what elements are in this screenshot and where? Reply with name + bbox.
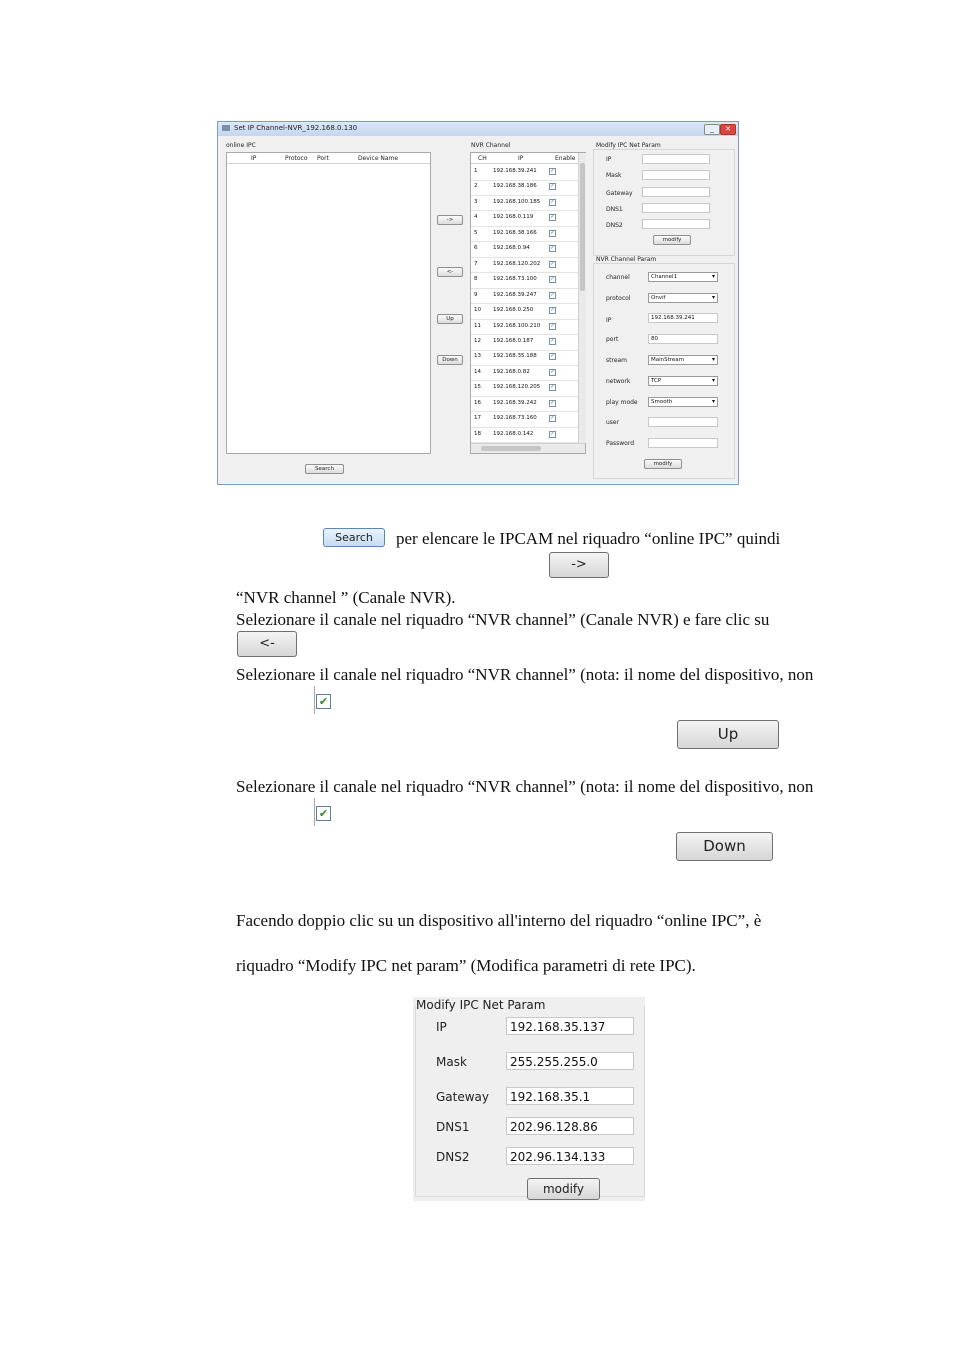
enable-checkbox[interactable]: ✓ <box>550 353 555 360</box>
table-row[interactable] <box>471 334 579 351</box>
param-ip-input[interactable]: 192.168.39.241 <box>648 313 718 323</box>
enable-checkbox[interactable]: ✓ <box>550 368 555 375</box>
panel-gateway-label: Gateway <box>436 1090 490 1104</box>
row-ip: 192.168.39.241 <box>493 168 537 174</box>
row-ch: 17 <box>474 415 481 422</box>
mod-ip-input[interactable] <box>642 154 710 164</box>
enable-checkbox[interactable]: ✓ <box>550 276 555 283</box>
row-ch: 7 <box>474 260 478 267</box>
modify-ipc-panel <box>413 997 645 1201</box>
enable-checkbox[interactable]: ✓ <box>550 198 555 205</box>
mod-dns1-label: DNS1 <box>606 206 623 213</box>
row-ip: 192.168.120.205 <box>493 384 541 391</box>
enable-checkbox[interactable]: ✓ <box>550 307 555 314</box>
doc-divider-2 <box>314 798 315 826</box>
network-select[interactable]: TCP ▾ <box>648 376 718 386</box>
channel-select[interactable]: Channel1 ▾ <box>648 272 718 282</box>
row-ip: 192.168.0.187 <box>493 337 534 344</box>
enable-checkbox[interactable]: ✓ <box>550 337 555 344</box>
panel-dns2-input[interactable]: 202.96.134.133 <box>506 1147 634 1165</box>
row-ch: 11 <box>474 322 481 329</box>
panel-mask-input[interactable]: 255.255.255.0 <box>506 1052 634 1070</box>
panel-ip-label: IP <box>436 1020 447 1034</box>
user-label: user <box>606 419 620 426</box>
enable-checkbox[interactable]: ✓ <box>550 260 555 267</box>
row-ch: 6 <box>474 245 478 252</box>
vertical-scrollbar[interactable] <box>578 153 586 443</box>
online-ipc-label: online IPC <box>226 142 256 149</box>
set-ip-channel-window <box>217 121 739 485</box>
row-ch: 8 <box>474 276 478 283</box>
protocol-label: protocol <box>606 295 631 302</box>
nvr-param-label: NVR Channel Param <box>596 256 657 263</box>
panel-dns1-input[interactable]: 202.96.128.86 <box>506 1117 634 1135</box>
enable-checkbox[interactable]: ✓ <box>550 245 555 252</box>
table-row[interactable] <box>471 195 579 212</box>
doc-divider-1 <box>314 686 315 714</box>
col-port[interactable]: Port <box>317 155 329 162</box>
minimize-icon[interactable]: _ <box>704 124 720 135</box>
doc-up-button[interactable]: Up <box>677 720 779 749</box>
mod-ipc-modify-button[interactable]: modify <box>653 235 691 245</box>
row-ch: 9 <box>474 291 478 298</box>
close-icon[interactable]: ✕ <box>720 124 736 135</box>
user-input[interactable] <box>648 417 718 427</box>
enable-checkbox[interactable]: ✓ <box>550 168 555 174</box>
doc-search-button[interactable]: Search <box>323 528 385 547</box>
table-row[interactable] <box>471 427 579 444</box>
modify-panel-title: Modify IPC Net Param <box>416 998 546 1012</box>
mod-mask-label: Mask <box>606 172 622 179</box>
param-ip-label: IP <box>606 317 612 324</box>
enable-checkbox[interactable]: ✓ <box>550 291 555 298</box>
stream-select[interactable]: MainStream ▾ <box>648 355 718 365</box>
row-ch: 1 <box>474 168 478 174</box>
row-ch: 13 <box>474 353 481 360</box>
table-row[interactable] <box>471 288 579 305</box>
row-ip: 192.168.39.242 <box>493 399 537 406</box>
doc-line-4: Selezionare il canale nel riquadro “NVR channel” (nota: il nome del dispositivo, non <box>236 665 814 684</box>
row-ch: 3 <box>474 198 478 205</box>
doc-arrow-left-button[interactable]: <- <box>237 631 297 657</box>
table-row[interactable] <box>471 226 579 243</box>
row-ip: 192.168.38.166 <box>493 229 537 236</box>
panel-mask-label: Mask <box>436 1055 467 1069</box>
nvr-channel-header <box>471 153 579 164</box>
doc-line-3: Selezionare il canale nel riquadro “NVR channel” (Canale NVR) e fare clic su <box>236 610 770 629</box>
protocol-select[interactable]: Onvif ▾ <box>648 293 718 303</box>
row-ip: 192.168.0.142 <box>493 430 534 437</box>
row-ch: 10 <box>474 307 481 314</box>
window-title: Set IP Channel-NVR_192.168.0.130 <box>234 124 358 132</box>
mod-dns1-input[interactable] <box>642 203 710 213</box>
panel-dns2-label: DNS2 <box>436 1150 470 1164</box>
row-ch: 4 <box>474 214 478 221</box>
enable-checkbox[interactable]: ✓ <box>550 183 555 190</box>
panel-ip-input[interactable]: 192.168.35.137 <box>506 1017 634 1035</box>
mod-dns2-label: DNS2 <box>606 222 623 229</box>
doc-line-2: “NVR channel ” (Canale NVR). <box>236 588 456 607</box>
down-button[interactable]: Down <box>437 355 463 365</box>
col-enable[interactable]: Enable <box>555 155 576 162</box>
col-protocol[interactable]: Protoco <box>285 155 308 162</box>
app-icon <box>222 125 230 131</box>
row-ip: 192.168.100.185 <box>493 198 541 205</box>
stream-label: stream <box>606 357 628 364</box>
nvr-channel-rows <box>471 164 579 442</box>
row-ch: 15 <box>474 384 481 391</box>
playmode-select[interactable]: Smooth ▾ <box>648 397 718 407</box>
row-ip: 192.168.0.119 <box>493 214 534 221</box>
row-ip: 192.168.120.202 <box>493 260 541 267</box>
table-row[interactable] <box>471 272 579 289</box>
table-row[interactable] <box>471 164 579 181</box>
doc-line-5: Selezionare il canale nel riquadro “NVR channel” (nota: il nome del dispositivo, non <box>236 777 814 796</box>
row-ip: 192.168.100.210 <box>493 322 541 329</box>
mod-gateway-label: Gateway <box>606 190 633 197</box>
doc-check-icon-1: ✔ <box>316 694 331 709</box>
modify-ipc-group <box>593 149 735 256</box>
row-ip: 192.168.73.160 <box>493 415 537 422</box>
move-right-button[interactable]: -> <box>437 215 463 225</box>
row-ch: 16 <box>474 399 481 406</box>
table-row[interactable] <box>471 241 579 258</box>
col-ch[interactable]: CH <box>478 155 487 162</box>
doc-line-7: riquadro “Modify IPC net param” (Modifica parametri di rete IPC). <box>236 956 696 975</box>
table-row[interactable] <box>471 179 579 196</box>
port-input[interactable]: 80 <box>648 334 718 344</box>
mod-ip-label: IP <box>606 156 612 163</box>
panel-gateway-input[interactable]: 192.168.35.1 <box>506 1087 634 1105</box>
enable-checkbox[interactable]: ✓ <box>550 214 555 221</box>
row-ch: 14 <box>474 368 481 375</box>
doc-down-button[interactable]: Down <box>676 832 773 861</box>
col-device-name[interactable]: Device Name <box>358 155 399 162</box>
enable-checkbox[interactable]: ✓ <box>550 430 555 437</box>
row-ch: 18 <box>474 430 481 437</box>
password-label: Password <box>606 440 635 447</box>
window-titlebar <box>218 122 738 136</box>
enable-checkbox[interactable]: ✓ <box>550 384 555 391</box>
move-left-button[interactable]: <- <box>437 267 463 277</box>
table-row[interactable] <box>471 396 579 413</box>
nvr-channel-label: NVR Channel <box>471 142 511 149</box>
panel-modify-button[interactable]: modify <box>527 1178 600 1200</box>
port-label: port <box>606 336 619 343</box>
playmode-label: play mode <box>606 399 638 406</box>
row-ip: 192.168.35.188 <box>493 353 537 360</box>
nvr-channel-list[interactable] <box>470 152 586 454</box>
modify-ipc-label: Modify IPC Net Param <box>596 142 661 149</box>
row-ch: 12 <box>474 337 481 344</box>
doc-arrow-right-button[interactable]: -> <box>549 552 609 578</box>
search-button[interactable]: Search <box>305 464 344 474</box>
table-row[interactable] <box>471 303 579 320</box>
doc-check-icon-2: ✔ <box>316 806 331 821</box>
enable-checkbox[interactable]: ✓ <box>550 229 555 236</box>
enable-checkbox[interactable]: ✓ <box>550 322 555 329</box>
doc-line-1: per elencare le IPCAM nel riquadro “online IPC” quindi <box>396 529 781 548</box>
hscrollbar-thumb[interactable] <box>481 446 541 451</box>
row-ch: 2 <box>474 183 478 190</box>
panel-dns1-label: DNS1 <box>436 1120 470 1134</box>
row-ip: 192.168.0.82 <box>493 368 530 375</box>
mod-gateway-input[interactable] <box>642 187 710 197</box>
horizontal-scrollbar[interactable] <box>471 443 585 453</box>
table-row[interactable] <box>471 380 579 397</box>
row-ip: 192.168.0.250 <box>493 307 534 314</box>
table-row[interactable] <box>471 365 579 382</box>
row-ip: 192.168.39.247 <box>493 291 537 298</box>
table-row[interactable] <box>471 411 579 428</box>
table-row[interactable] <box>471 349 579 366</box>
online-ipc-header <box>227 153 430 164</box>
row-ip: 192.168.38.186 <box>493 183 537 190</box>
up-button[interactable]: Up <box>437 314 463 324</box>
channel-label: channel <box>606 274 630 281</box>
network-label: network <box>606 378 631 385</box>
nvr-param-group <box>593 263 735 479</box>
mod-dns2-input[interactable] <box>642 219 710 229</box>
table-row[interactable] <box>471 319 579 336</box>
online-ipc-list[interactable] <box>226 152 431 454</box>
password-input[interactable] <box>648 438 718 448</box>
col-nvr-ip[interactable]: IP <box>518 155 524 162</box>
enable-checkbox[interactable]: ✓ <box>550 399 555 406</box>
col-ip[interactable]: IP <box>251 155 257 162</box>
row-ip: 192.168.73.100 <box>493 276 537 283</box>
enable-checkbox[interactable]: ✓ <box>550 415 555 422</box>
mod-mask-input[interactable] <box>642 170 710 180</box>
table-row[interactable] <box>471 210 579 227</box>
table-row[interactable] <box>471 257 579 274</box>
nvr-param-modify-button[interactable]: modify <box>644 459 682 469</box>
doc-line-6: Facendo doppio clic su un dispositivo all'interno del riquadro “online IPC”, è <box>236 911 762 930</box>
scrollbar-thumb[interactable] <box>580 163 585 291</box>
row-ch: 5 <box>474 229 478 236</box>
row-ip: 192.168.0.94 <box>493 245 530 252</box>
